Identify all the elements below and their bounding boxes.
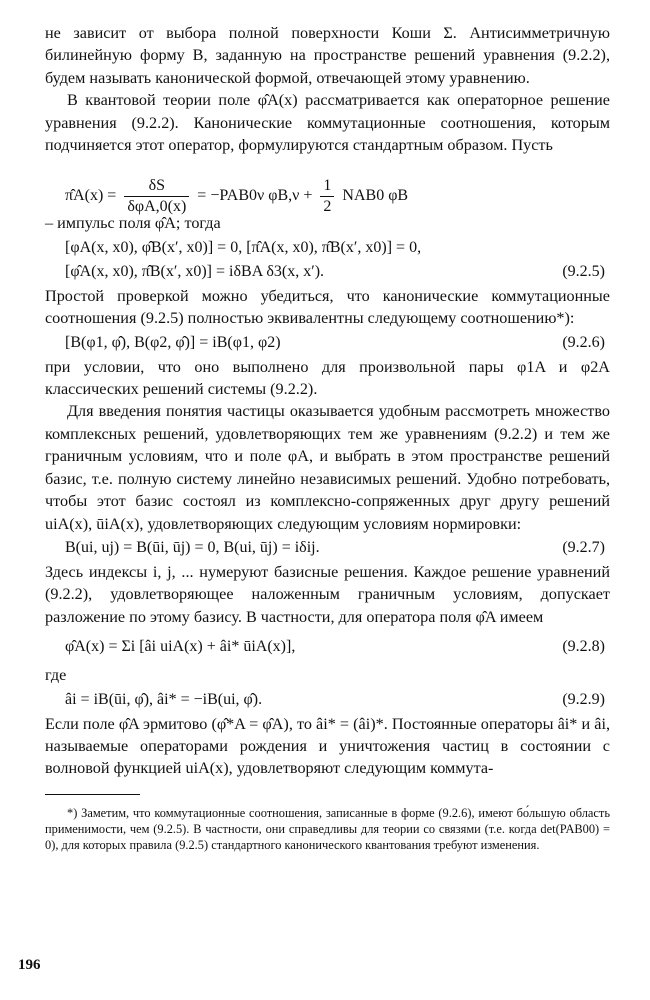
equation-momentum	[45, 162, 610, 216]
footnote-divider	[45, 794, 140, 795]
equation-number-9-2-8: (9.2.8)	[562, 638, 605, 656]
paragraph-5: при условии, что оно выполнено для произвольной пары φ1A и φ2A классических решений системы (9.2.2).	[45, 357, 610, 399]
equation-commutator-2: [φ̂A(x, x0), π̂B(x′, x0)] = iδBA δ3(x, x′). (9.2.5)	[45, 261, 610, 283]
paragraph-6: Для введения понятия частицы оказывается удобным рассмотреть множество комплексных решений, удовлетворяющих тем же уравнениям (9.2.2) и тем же граничным условиям, что и поле φA, и выбрать в этом пространстве решений базис, т.е. полную систему линейно независимых решений. Удобно потребовать, чтобы этот базис состоял из комплексно-сопряженных друг другу решений uiA(x), ūiA(x), удовлетворяющих следующим условиям нормировки:	[45, 402, 610, 533]
paragraph-8: Если поле φ̂A эрмитово (φ̂*A = φ̂A), то âi* = (âi)*. Постоянные операторы âi* и âi, называемые операторами рождения и уничтожения частиц в состоянии с волновой функцией uiA(x), удовлетворяют следующим коммута-	[45, 714, 610, 778]
equation-number-9-2-7: (9.2.7)	[562, 538, 605, 556]
equation-9-2-7: B(ui, uj) = B(ūi, ūj) = 0, B(ui, ūj) = iδij. (9.2.7)	[45, 537, 610, 559]
paragraph-2: В квантовой теории поле φ̂A(x) рассматривается как операторное решение уравнения (9.2.2). Канонические коммутационные соотношения, которым подчиняется этот оператор, формулируются стандартным образом. Пусть	[45, 91, 610, 155]
page-content	[45, 22, 610, 853]
eq-momentum-rhs: = −PAB0ν φB,ν +	[197, 187, 313, 205]
paragraph-1: не зависит от выбора полной поверхности Коши Σ. Антисимметричную билинейную форму B, заданную на пространстве решений уравнения (9.2.2), будем называть канонической формой, отвечающей этому уравнению.	[45, 24, 610, 87]
eq-half-numerator: 1	[320, 176, 334, 197]
eq-momentum-fraction	[124, 176, 189, 217]
equation-commutator-1: [φA(x, x0), φ̂B(x′, x0)] = 0, [π̂A(x, x0), π̂B(x′, x0)] = 0,	[65, 238, 422, 256]
footnote: *) Заметим, что коммутационные соотношения, записанные в форме (9.2.6), имеют бо́льшую область применимости, чем (9.2.5). В частности, они справедливы для теории со связями (т.е. когда det(PAB00) = 0), для которых правила (9.2.5) стандартного канонического квантования требуют изменения.	[45, 805, 610, 852]
equation-9-2-8: φ̂A(x) = Σi [âi uiA(x) + âi* ūiA(x)], (9.2.8)	[45, 636, 610, 658]
eq-momentum-tail: NAB0 φB	[342, 187, 409, 205]
equation-number-9-2-6: (9.2.6)	[562, 333, 605, 351]
equation-number-9-2-9: (9.2.9)	[562, 690, 605, 708]
paragraph-7: Здесь индексы i, j, ... нумеруют базисные решения. Каждое решение уравнений (9.2.2), удовлетворяющее наложенным граничным условиям, допускает разложение по этому базису. В частности, для оператора поля φ̂A имеем	[45, 562, 610, 626]
where-label: где	[45, 666, 67, 685]
equation-9-2-6: [B(φ1, φ̂), B(φ2, φ̂)] = iB(φ1, φ2) (9.2.6)	[45, 332, 610, 354]
paragraph-4: Простой проверкой можно убедиться, что канонические коммутационные соотношения (9.2.5) полностью эквивалентны следующему соотношению*):	[45, 286, 610, 328]
equation-9-2-9: âi = iB(ūi, φ̂), âi* = −iB(ui, φ̂). (9.2.9)	[45, 689, 610, 711]
paragraph-3: – импульс поля φ̂A; тогда	[45, 214, 221, 233]
eq-momentum-lhs: π̂A(x) =	[65, 187, 117, 205]
eq-half-denominator: 2	[323, 198, 332, 216]
page-number: 196	[18, 957, 41, 973]
eq-momentum-numerator: δS	[124, 176, 189, 197]
eq-half-fraction	[320, 176, 334, 217]
equation-number-9-2-5: (9.2.5)	[562, 262, 605, 280]
eq-momentum-denominator: δφA,0(x)	[127, 198, 187, 216]
